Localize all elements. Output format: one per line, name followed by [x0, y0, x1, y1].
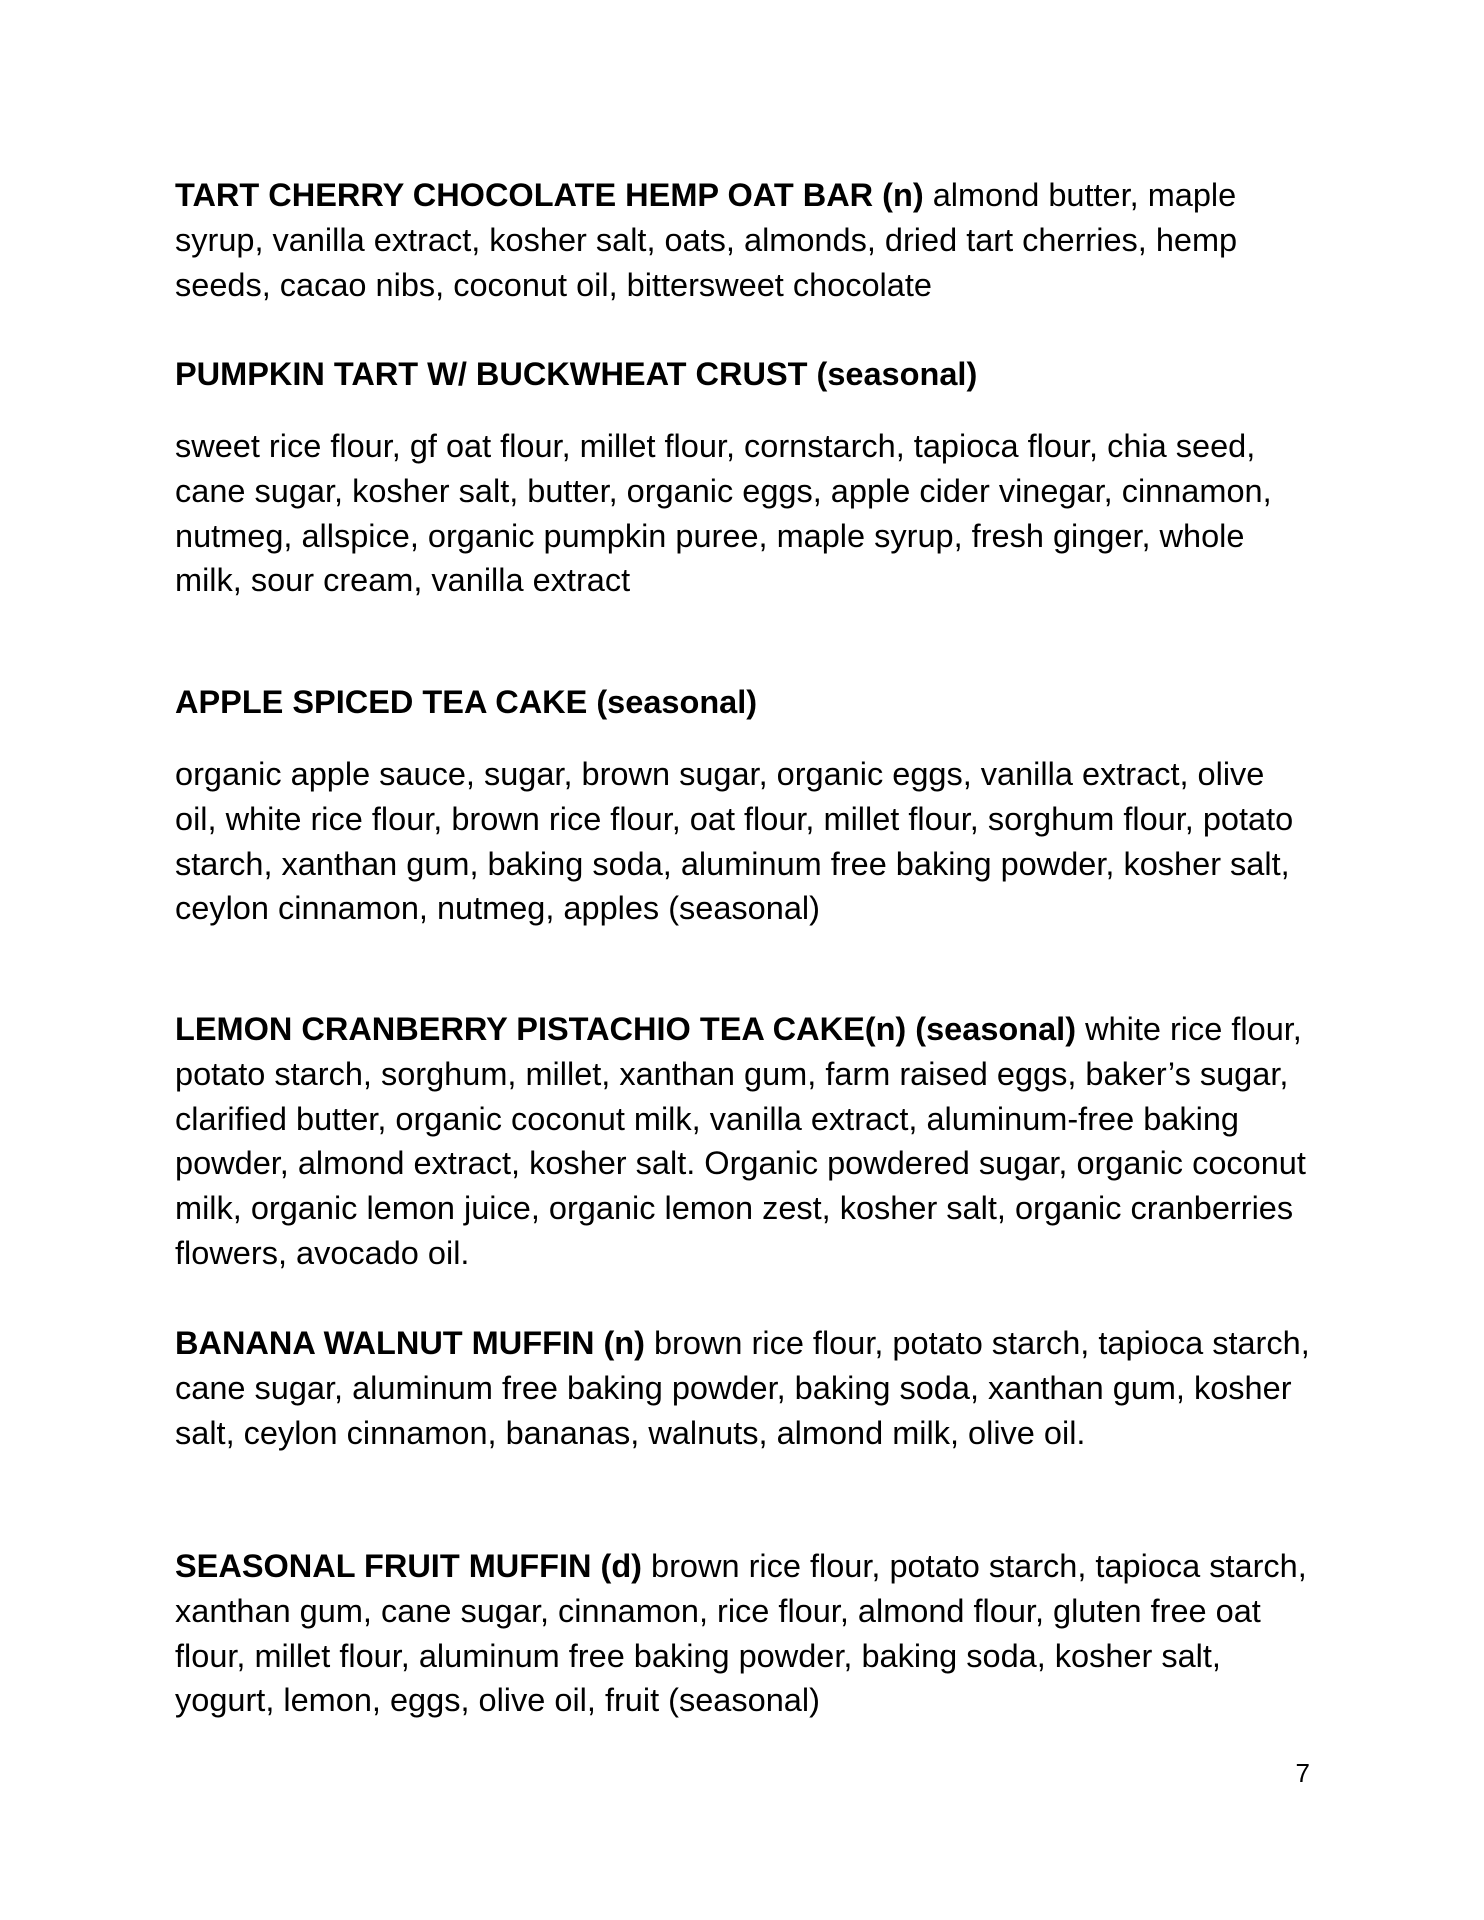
item-ingredients: brown rice flour, potato starch, tapioca starch, xanthan gum, cane sugar, cinnamon, rice flour, almond flour, gluten free oat flour, millet flour, aluminum free baking powder, baking soda, kosher salt, yogurt, lemon, eggs, olive oil, fruit (seasonal) [175, 1548, 1307, 1719]
menu-item-tart-cherry-bar [175, 173, 1310, 307]
item-ingredients-apple-tea-cake: organic apple sauce, sugar, brown sugar, organic eggs, vanilla extract, olive oil, white rice flour, brown rice flour, oat flour, millet flour, sorghum flour, potato starch, xanthan gum, baking soda, aluminum free baking powder, kosher salt, ceylon cinnamon, nutmeg, apples (seasonal) [175, 756, 1294, 927]
page-number: 7 [1295, 1758, 1310, 1788]
item-ingredients: almond butter, maple syrup, vanilla extract, kosher salt, oats, almonds, dried tart cherries, hemp seeds, cacao nibs, coconut oil, bittersweet chocolate [175, 177, 1238, 303]
item-name: BANANA WALNUT MUFFIN (n) [175, 1325, 645, 1361]
menu-item-seasonal-fruit-muffin [175, 1544, 1310, 1723]
item-name: LEMON CRANBERRY PISTACHIO TEA CAKE(n) (seasonal) [175, 1011, 1077, 1047]
menu-item-lemon-cranberry-tea-cake [175, 1007, 1310, 1276]
menu-item-banana-walnut-muffin [175, 1321, 1310, 1455]
item-name-apple-tea-cake: APPLE SPICED TEA CAKE (seasonal) [175, 684, 758, 720]
item-ingredients: brown rice flour, potato starch, tapioca starch, cane sugar, aluminum free baking powder, baking soda, xanthan gum, kosher salt, ceylon cinnamon, bananas, walnuts, almond milk, olive oil. [175, 1325, 1310, 1451]
item-name: SEASONAL FRUIT MUFFIN (d) [175, 1548, 642, 1584]
item-name: TART CHERRY CHOCOLATE HEMP OAT BAR (n) [175, 177, 924, 213]
item-name-pumpkin-tart: PUMPKIN TART W/ BUCKWHEAT CRUST (seasonal) [175, 356, 978, 392]
item-ingredients-pumpkin-tart: sweet rice flour, gf oat flour, millet flour, cornstarch, tapioca flour, chia seed, cane sugar, kosher salt, butter, organic eggs, apple cider vinegar, cinnamon, nutmeg, allspice, organic pumpkin puree, maple syrup, fresh ginger, whole milk, sour cream, vanilla extract [175, 428, 1272, 599]
item-ingredients: white rice flour, potato starch, sorghum, millet, xanthan gum, farm raised eggs, baker’s sugar, clarified butter, organic coconut milk, vanilla extract, aluminum-free baking powder, almond extract, kosher salt. Organic powdered sugar, organic coconut milk, organic lemon juice, organic lemon zest, kosher salt, organic cranberries flowers, avocado oil. [175, 1011, 1306, 1271]
